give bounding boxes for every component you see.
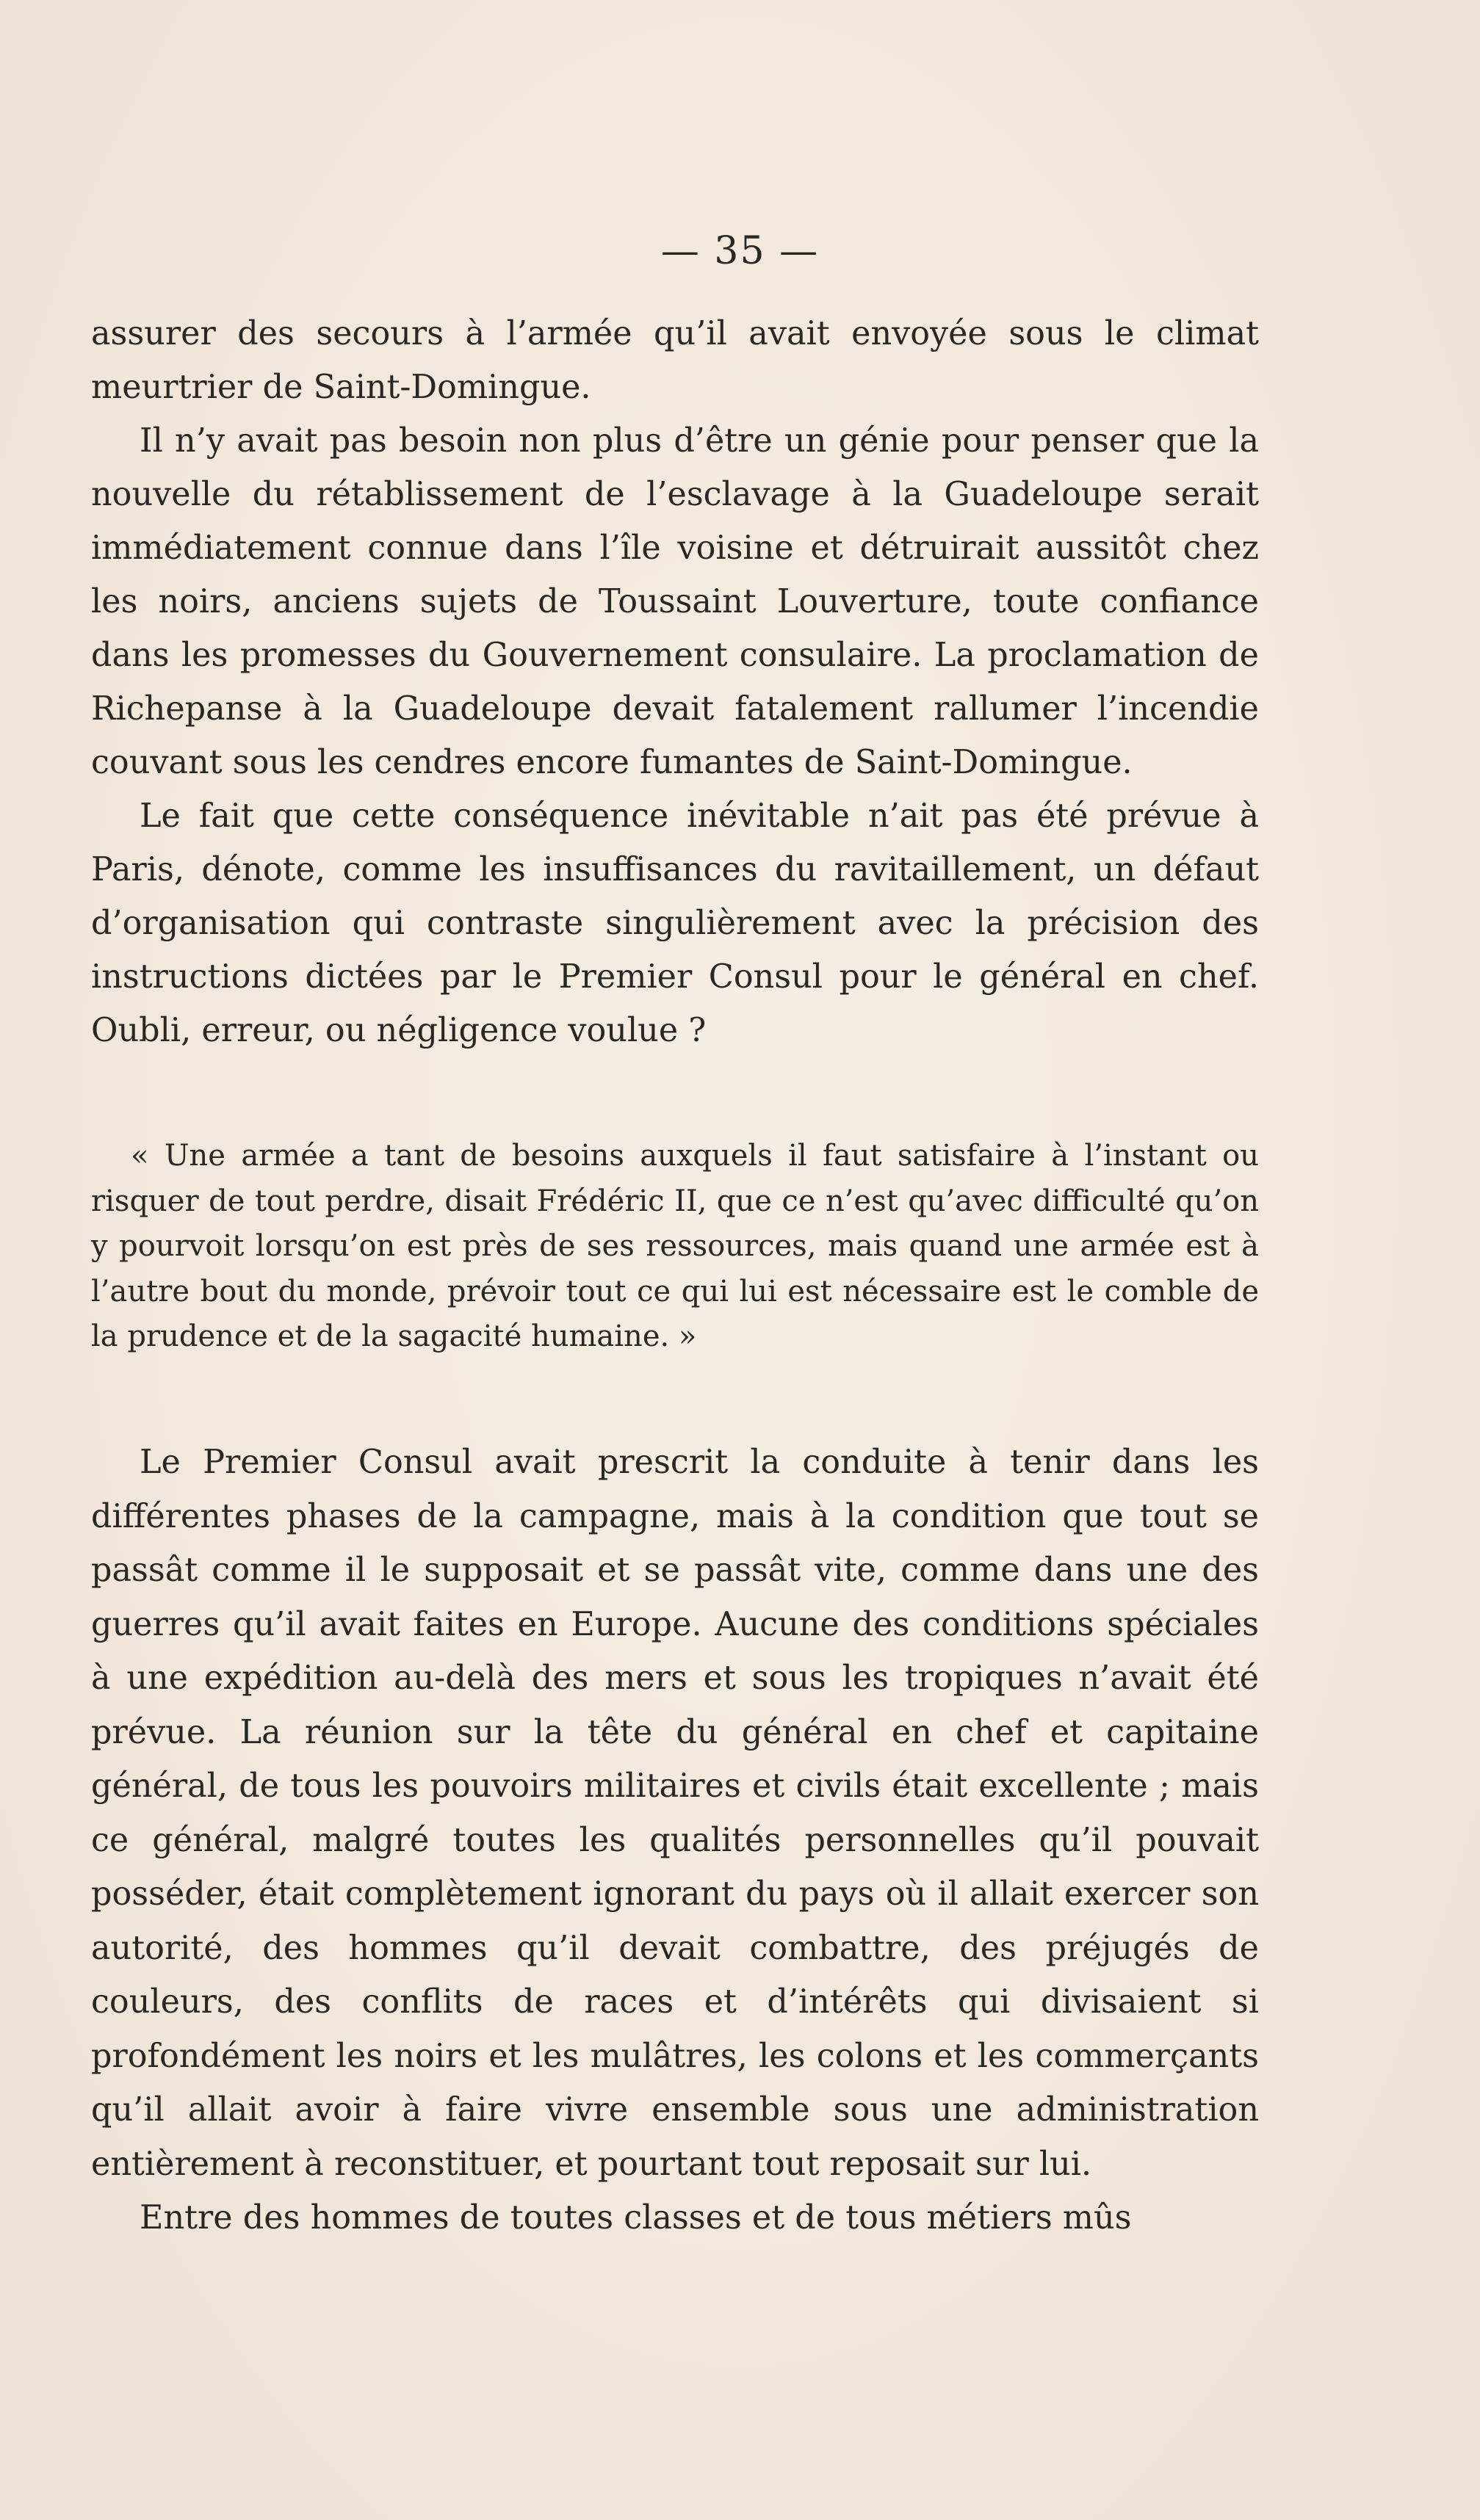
paragraph-entre-des-hommes: Entre des hommes de toutes classes et de tous métiers mûs: [140, 2199, 1132, 2237]
paragraph-consequence: Le fait que cette conséquence inévitable n’ait pas été prévue à Paris, dénote, comme les insuffisances du ravitaillement, un défaut d’organisation qui contraste singulièrement avec la précision des instructions dictées par le Premier Consul pour le général en chef. Oubli, erreur, ou négligence voulue ?: [91, 797, 1259, 1049]
quotation-frederic: « Une armée a tant de besoins auxquels il faut satisfaire à l’instant ou risquer de tout perdre, disait Frédéric II, que ce n’est qu’avec difficulté qu’on y pourvoit lorsqu’on est près de ses ressources, mais quand une armée est à l’autre bout du monde, prévoir tout ce qui lui est nécessaire est le comble de la prudence et de la sagacité humaine. »: [91, 1139, 1259, 1353]
quotation-block: [91, 1134, 1259, 1360]
paragraph-premier-consul: Le Premier Consul avait prescrit la conduite à tenir dans les différentes phases de la campagne, mais à la condition que tout se passât comme il le supposait et se passât vite, comme dans une des guerres qu’il avait faites en Europe. Aucune des conditions spéciales à une expédition au-delà des mers et sous les tropiques n’avait été prévue. La réunion sur la tête du général en chef et capitaine général, de tous les pouvoirs militaires et civils était excellente ; mais ce général, malgré toutes les qualités personnelles qu’il pouvait posséder, était complètement ignorant du pays où il allait exercer son autorité, des hommes qu’il devait combattre, des préjugés de couleurs, des conflits de races et d’intérêts qui divisaient si profondément les noirs et les mulâtres, les colons et les commerçants qu’il allait avoir à faire vivre ensemble sous une administration entièrement à reconstituer, et pourtant tout reposait sur lui.: [91, 1444, 1259, 2183]
body-text-top: [91, 307, 1259, 1057]
paragraph-esclavage: Il n’y avait pas besoin non plus d’être un génie pour penser que la nouvelle du rétablissement de l’esclavage à la Guadeloupe serait immédiatement connue dans l’île voisine et détruirait aussitôt chez les noirs, anciens sujets de Toussaint Louverture, toute confiance dans les promesses du Gouvernement consulaire. La proclamation de Richepanse à la Guadeloupe devait fatalement rallumer l’incendie couvant sous les cendres encore fumantes de Saint-Domingue.: [91, 422, 1259, 781]
body-text-bottom: [91, 1435, 1259, 2245]
paragraph-continuation: assurer des secours à l’armée qu’il avait envoyée sous le climat meurtrier de Saint-Domingue.: [91, 315, 1259, 406]
page-number: — 35 —: [660, 229, 820, 273]
